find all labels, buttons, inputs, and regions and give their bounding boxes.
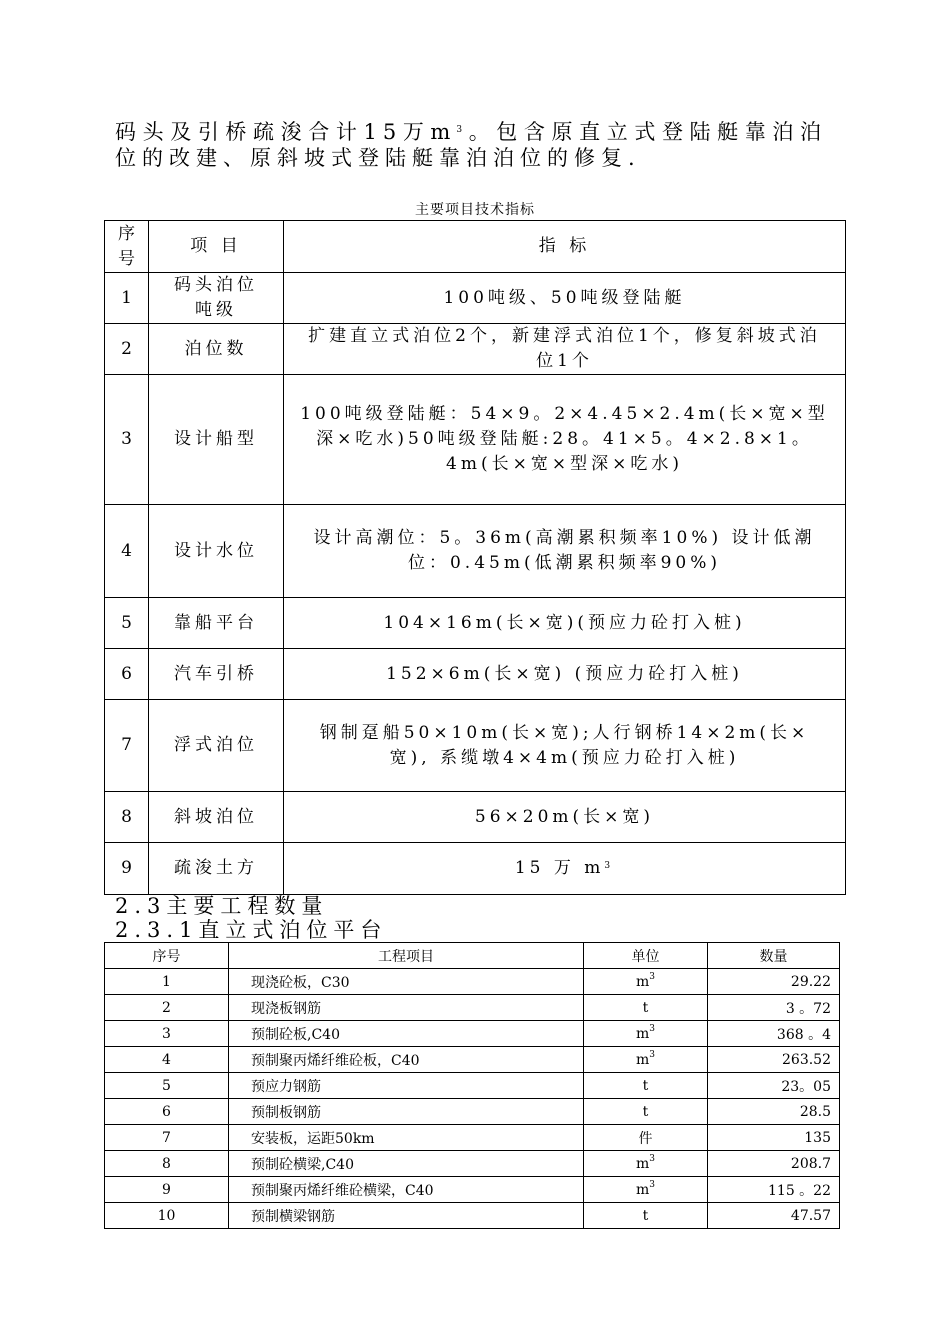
qty-row-unit — [584, 1047, 708, 1073]
qty-header-unit: 单位 — [584, 943, 708, 969]
spec-row-item: 疏浚土方 — [149, 843, 284, 895]
unit-text: m — [635, 1155, 650, 1172]
qty-row-index: 6 — [105, 1099, 229, 1125]
qty-row — [105, 1021, 840, 1047]
unit-text: m — [635, 1181, 650, 1198]
section-heading-2-3-1: 2.3.1直立式泊位平台 — [115, 918, 388, 942]
qty-row-index: 7 — [105, 1125, 229, 1151]
unit-superscript: 3 — [649, 1023, 655, 1034]
intro-text-after: 。包含原直立式登陆艇靠泊泊位的改建、原斜坡式登陆艇靠泊泊位的修复. — [115, 120, 827, 170]
qty-row-index: 5 — [105, 1073, 229, 1099]
unit-text: t — [642, 1077, 649, 1094]
qty-row-item: 预制砼横梁,C40 — [229, 1151, 584, 1177]
qty-row-index: 4 — [105, 1047, 229, 1073]
quantity-table — [104, 942, 840, 1229]
qty-row — [105, 1047, 840, 1073]
qty-row-item: 预制横梁钢筋 — [229, 1203, 584, 1229]
unit-superscript: 3 — [649, 1153, 655, 1164]
unit-text: m — [635, 1051, 650, 1068]
spec-row-item: 斜坡泊位 — [149, 792, 284, 843]
qty-row-unit — [584, 1203, 708, 1229]
spec-row — [105, 792, 846, 843]
spec-row — [105, 505, 846, 598]
spec-row — [105, 700, 846, 792]
qty-row-unit — [584, 1021, 708, 1047]
qty-row — [105, 1125, 840, 1151]
qty-row-item: 预制板钢筋 — [229, 1099, 584, 1125]
intro-paragraph — [115, 119, 827, 171]
qty-row-index: 3 — [105, 1021, 229, 1047]
spec-row-index: 4 — [105, 505, 149, 598]
spec-row — [105, 649, 846, 700]
qty-row-item: 现浇砼板，C30 — [229, 969, 584, 995]
qty-row-index: 10 — [105, 1203, 229, 1229]
spec-row-value: 扩建直立式泊位2个，新建浮式泊位1个，修复斜坡式泊位1个 — [284, 324, 846, 375]
spec-row-index: 5 — [105, 598, 149, 649]
spec-row — [105, 273, 846, 324]
qty-row-item: 现浇板钢筋 — [229, 995, 584, 1021]
unit-superscript: 3 — [649, 1049, 655, 1060]
unit-text: t — [642, 1207, 649, 1224]
qty-row-unit — [584, 1177, 708, 1203]
qty-row-quantity: 3 。72 — [708, 995, 840, 1021]
qty-row-item: 预制聚丙烯纤维砼横梁，C40 — [229, 1177, 584, 1203]
section-heading-2-3: 2.3主要工程数量 — [115, 894, 329, 918]
unit-text: m — [635, 973, 650, 990]
spec-row-item: 汽车引桥 — [149, 649, 284, 700]
spec-row-item: 靠船平台 — [149, 598, 284, 649]
unit-text: m — [635, 1025, 650, 1042]
spec-table-caption: 主要项目技术指标 — [415, 202, 535, 218]
unit-text: t — [642, 1103, 649, 1120]
qty-row-index: 8 — [105, 1151, 229, 1177]
spec-row-value: 设计高潮位：5。36m(高潮累积频率10%) 设计低潮位：0.45m(低潮累积频率90%) — [284, 505, 846, 598]
qty-header-row — [105, 943, 840, 969]
dredge-unit-superscript: 3 — [604, 861, 615, 871]
qty-row-index: 1 — [105, 969, 229, 995]
qty-row — [105, 1099, 840, 1125]
qty-row-unit — [584, 1151, 708, 1177]
qty-header-quantity: 数量 — [708, 943, 840, 969]
qty-row — [105, 1203, 840, 1229]
qty-row-quantity: 263.52 — [708, 1047, 840, 1073]
spec-header-value: 指 标 — [284, 221, 846, 273]
spec-row-value: 钢制趸船50×10m(长×宽);人行钢桥14×2m(长×宽), 系缆墩4×4m(预应力砼打入桩) — [284, 700, 846, 792]
spec-row — [105, 375, 846, 505]
spec-row-index: 8 — [105, 792, 149, 843]
spec-row-item: 设计水位 — [149, 505, 284, 598]
spec-row-index: 1 — [105, 273, 149, 324]
qty-row-quantity: 29.22 — [708, 969, 840, 995]
unit-superscript: 3 — [649, 971, 655, 982]
qty-row — [105, 1073, 840, 1099]
spec-row-value: 100吨级登陆艇：54×9。2×4.45×2.4m(长×宽×型深×吃水)50吨级登陆艇:28。41×5。4×2.8×1。4m(长×宽×型深×吃水) — [284, 375, 846, 505]
spec-row-value: 152×6m(长×宽) (预应力砼打入桩) — [284, 649, 846, 700]
qty-row-unit — [584, 1125, 708, 1151]
qty-row — [105, 995, 840, 1021]
spec-row-index: 6 — [105, 649, 149, 700]
spec-row-value — [284, 843, 846, 895]
qty-row-unit — [584, 995, 708, 1021]
qty-row-quantity: 47.57 — [708, 1203, 840, 1229]
spec-row-item: 泊位数 — [149, 324, 284, 375]
spec-header-row — [105, 221, 846, 273]
qty-row-quantity: 368 。4 — [708, 1021, 840, 1047]
spec-row — [105, 324, 846, 375]
spec-row-index: 9 — [105, 843, 149, 895]
spec-row-item: 设计船型 — [149, 375, 284, 505]
qty-row — [105, 969, 840, 995]
qty-row-unit — [584, 1099, 708, 1125]
spec-row — [105, 843, 846, 895]
qty-header-item: 工程项目 — [229, 943, 584, 969]
qty-row-index: 9 — [105, 1177, 229, 1203]
spec-row-value: 100吨级、50吨级登陆艇 — [284, 273, 846, 324]
spec-row-index: 3 — [105, 375, 149, 505]
spec-row-item: 浮式泊位 — [149, 700, 284, 792]
qty-row-unit — [584, 969, 708, 995]
intro-text: 码头及引桥疏浚合计15万m — [115, 120, 457, 144]
qty-row-index: 2 — [105, 995, 229, 1021]
spec-header-index: 序号 — [105, 221, 149, 273]
qty-row-item: 预制聚丙烯纤维砼板，C40 — [229, 1047, 584, 1073]
qty-row-item: 安装板，运距50km — [229, 1125, 584, 1151]
qty-row — [105, 1151, 840, 1177]
spec-row — [105, 598, 846, 649]
intro-superscript: 3 — [456, 125, 469, 135]
qty-row-quantity: 115 。22 — [708, 1177, 840, 1203]
spec-table — [104, 220, 846, 895]
qty-row-quantity: 23。05 — [708, 1073, 840, 1099]
qty-row-unit — [584, 1073, 708, 1099]
qty-row-quantity: 28.5 — [708, 1099, 840, 1125]
spec-row-value: 104×16m(长×宽)(预应力砼打入桩) — [284, 598, 846, 649]
spec-row-value: 56×20m(长×宽) — [284, 792, 846, 843]
qty-row-quantity: 208.7 — [708, 1151, 840, 1177]
qty-row-item: 预应力钢筋 — [229, 1073, 584, 1099]
unit-text: 件 — [638, 1130, 653, 1147]
qty-row-item: 预制砼板,C40 — [229, 1021, 584, 1047]
spec-row-index: 7 — [105, 700, 149, 792]
qty-header-index: 序号 — [105, 943, 229, 969]
unit-superscript: 3 — [649, 1179, 655, 1190]
qty-row — [105, 1177, 840, 1203]
dredge-value: 15 万 m — [514, 858, 605, 878]
spec-row-item: 码头泊位吨级 — [149, 273, 284, 324]
qty-row-quantity: 135 — [708, 1125, 840, 1151]
spec-row-index: 2 — [105, 324, 149, 375]
spec-header-item: 项 目 — [149, 221, 284, 273]
unit-text: t — [642, 999, 649, 1016]
